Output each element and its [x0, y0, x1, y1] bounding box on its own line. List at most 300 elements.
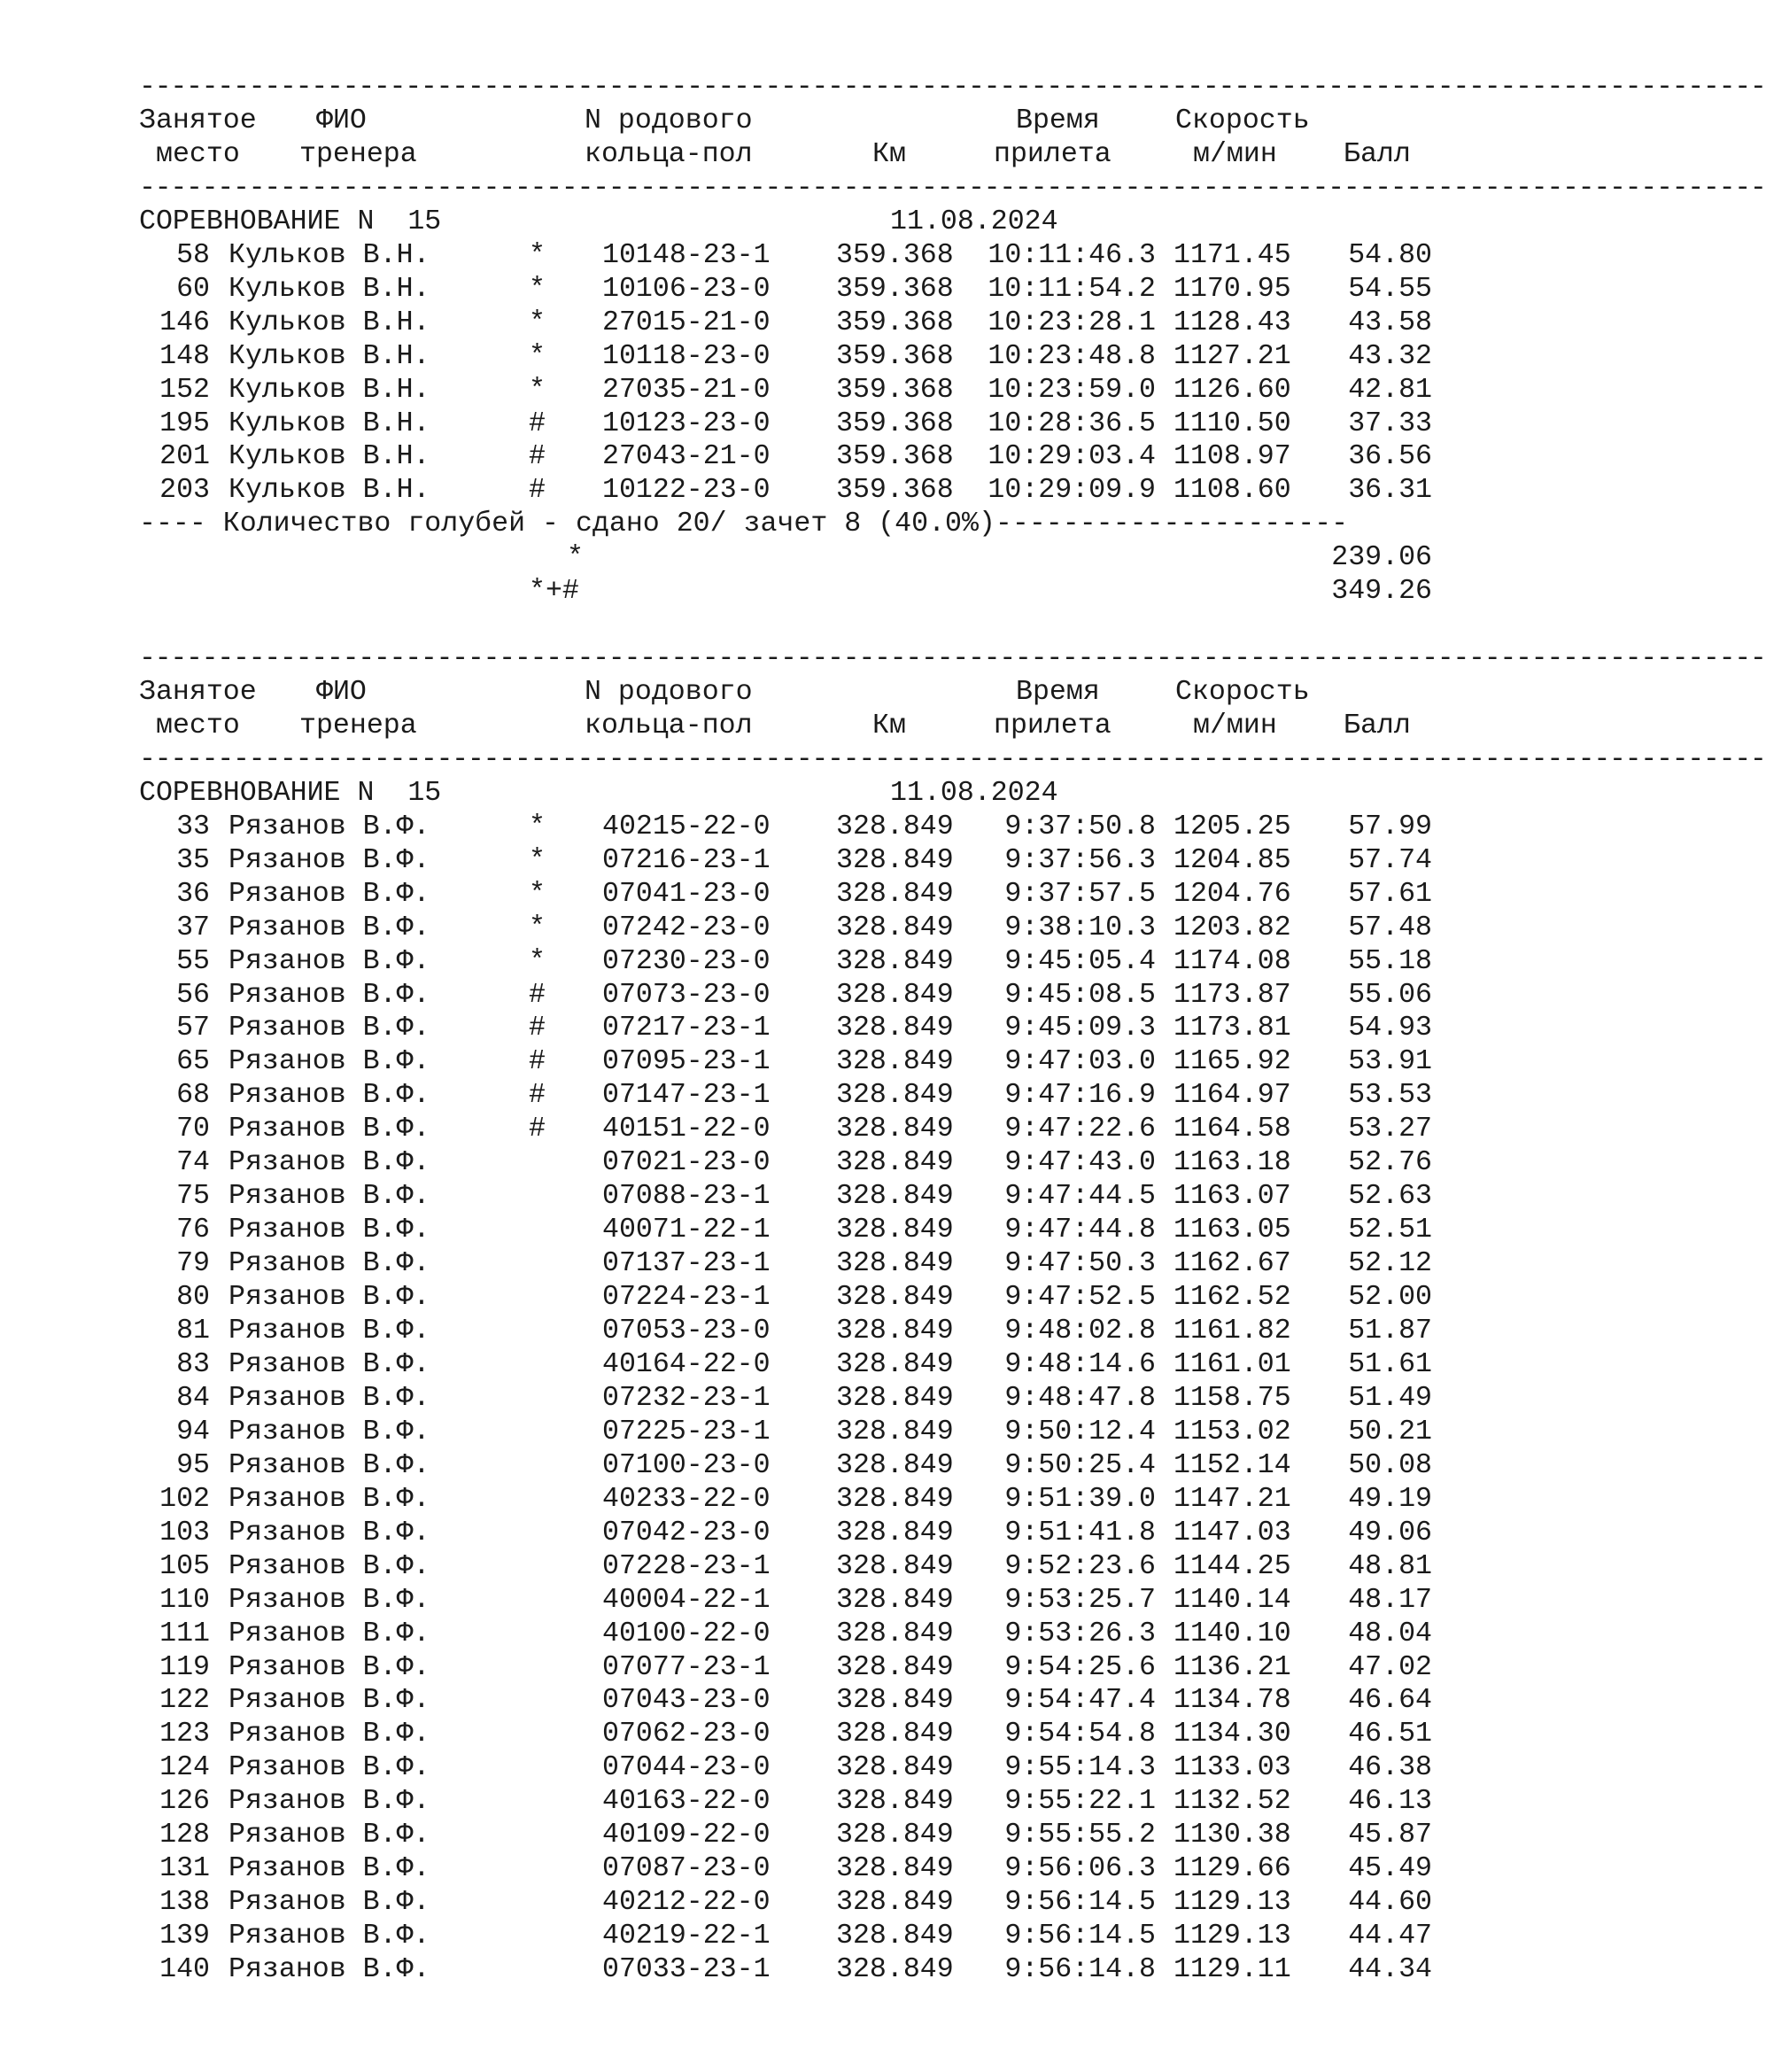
place-cell: 201: [159, 441, 210, 473]
speed-cell: 1161.01: [1173, 1348, 1291, 1380]
km-cell: 328.849: [836, 1214, 954, 1246]
ring-cell: 07073-23-0: [602, 979, 771, 1011]
table-row: [139, 945, 1432, 979]
km-cell: 328.849: [836, 1685, 954, 1717]
mark-cell: *: [529, 811, 546, 842]
trainer-cell: Рязанов В.Ф.: [228, 1853, 430, 1885]
trainer-cell: Рязанов В.Ф.: [228, 1820, 430, 1851]
speed-cell: 1129.66: [1173, 1853, 1291, 1885]
score-cell: 52.76: [1348, 1147, 1432, 1179]
col-time-label: прилета: [994, 138, 1111, 170]
time-cell: 9:45:09.3: [1004, 1013, 1156, 1044]
km-cell: 359.368: [836, 475, 954, 507]
competition-label: СОРЕВНОВАНИЕ N 15: [139, 777, 442, 809]
ring-cell: 40151-22-0: [602, 1114, 771, 1145]
separator-dashes: --------------------------------------------------------------------------------------------------------: [139, 72, 1766, 103]
place-cell: 83: [176, 1348, 210, 1380]
time-cell: 10:28:36.5: [988, 407, 1156, 439]
km-cell: 328.849: [836, 844, 954, 876]
trainer-cell: Рязанов В.Ф.: [228, 1584, 430, 1616]
speed-cell: 1158.75: [1173, 1382, 1291, 1414]
trainer-cell: Рязанов В.Ф.: [228, 1483, 430, 1515]
time-cell: 9:54:54.8: [1004, 1719, 1156, 1750]
mark-cell: #: [529, 979, 546, 1011]
table-row: [139, 1012, 1432, 1045]
mark-cell: *: [529, 340, 546, 372]
mark-cell: *: [529, 374, 546, 406]
trainer-cell: Рязанов В.Ф.: [228, 1786, 430, 1818]
col-fio-label: ФИО: [316, 105, 367, 136]
score-cell: 52.51: [1348, 1214, 1432, 1246]
ring-cell: 07044-23-0: [602, 1752, 771, 1784]
km-cell: 359.368: [836, 407, 954, 439]
speed-cell: 1161.82: [1173, 1315, 1291, 1346]
km-cell: 359.368: [836, 239, 954, 271]
place-cell: 57: [176, 1013, 210, 1044]
ring-cell: 40233-22-0: [602, 1483, 771, 1515]
km-cell: 328.849: [836, 1921, 954, 1952]
table-row: [139, 1113, 1432, 1146]
table-row: [139, 878, 1432, 912]
place-cell: 195: [159, 407, 210, 439]
place-cell: 70: [176, 1114, 210, 1145]
ring-cell: 10118-23-0: [602, 340, 771, 372]
score-cell: 43.58: [1348, 307, 1432, 338]
table-row: [139, 474, 1432, 508]
speed-cell: 1110.50: [1173, 407, 1291, 439]
score-cell: 43.32: [1348, 340, 1432, 372]
km-cell: 328.849: [836, 1080, 954, 1112]
speed-cell: 1163.18: [1173, 1147, 1291, 1179]
score-cell: 55.18: [1348, 945, 1432, 977]
speed-cell: 1164.58: [1173, 1114, 1291, 1145]
table-row: [139, 239, 1432, 273]
score-cell: 36.31: [1348, 475, 1432, 507]
km-cell: 328.849: [836, 1382, 954, 1414]
place-cell: 60: [176, 273, 210, 305]
speed-cell: 1129.11: [1173, 1954, 1291, 1986]
ring-cell: 40219-22-1: [602, 1921, 771, 1952]
separator-line: [139, 71, 1766, 105]
table-row: [139, 1852, 1432, 1886]
table-row: [139, 1953, 1432, 1987]
ring-cell: 07053-23-0: [602, 1315, 771, 1346]
time-cell: 9:47:50.3: [1004, 1248, 1156, 1280]
place-cell: 138: [159, 1887, 210, 1919]
place-cell: 152: [159, 374, 210, 406]
km-cell: 328.849: [836, 1282, 954, 1314]
competition-date: 11.08.2024: [890, 206, 1058, 237]
time-cell: 10:23:59.0: [988, 374, 1156, 406]
score-cell: 57.61: [1348, 878, 1432, 910]
time-cell: 9:55:22.1: [1004, 1786, 1156, 1818]
time-cell: 9:56:14.8: [1004, 1954, 1156, 1986]
place-cell: 74: [176, 1147, 210, 1179]
trainer-cell: Рязанов В.Ф.: [228, 1214, 430, 1246]
ring-cell: 07041-23-0: [602, 878, 771, 910]
place-cell: 76: [176, 1214, 210, 1246]
table-row: [139, 374, 1432, 407]
speed-cell: 1163.07: [1173, 1181, 1291, 1213]
speed-cell: 1134.30: [1173, 1719, 1291, 1750]
ring-cell: 07147-23-1: [602, 1080, 771, 1112]
km-cell: 359.368: [836, 441, 954, 473]
time-cell: 9:56:14.5: [1004, 1921, 1156, 1952]
time-cell: 9:47:44.8: [1004, 1214, 1156, 1246]
time-cell: 9:50:12.4: [1004, 1416, 1156, 1447]
time-cell: 9:52:23.6: [1004, 1550, 1156, 1582]
place-cell: 33: [176, 811, 210, 842]
ring-cell: 40004-22-1: [602, 1584, 771, 1616]
score-cell: 46.51: [1348, 1719, 1432, 1750]
score-cell: 48.17: [1348, 1584, 1432, 1616]
col-time-label: Время: [1016, 676, 1100, 708]
separator-dashes: --------------------------------------------------------------------------------------------------------: [139, 172, 1766, 204]
time-cell: 9:38:10.3: [1004, 912, 1156, 943]
trainer-cell: Кульков В.Н.: [228, 239, 430, 271]
ring-cell: 07043-23-0: [602, 1685, 771, 1717]
speed-cell: 1203.82: [1173, 912, 1291, 943]
trainer-cell: Кульков В.Н.: [228, 273, 430, 305]
place-cell: 65: [176, 1046, 210, 1078]
trainer-cell: Рязанов В.Ф.: [228, 1685, 430, 1717]
table-row: [139, 1550, 1432, 1584]
km-cell: 328.849: [836, 1517, 954, 1548]
ring-cell: 07228-23-1: [602, 1550, 771, 1582]
speed-cell: 1173.87: [1173, 979, 1291, 1011]
speed-cell: 1204.85: [1173, 844, 1291, 876]
km-cell: 328.849: [836, 1013, 954, 1044]
trainer-cell: Рязанов В.Ф.: [228, 1921, 430, 1952]
score-cell: 57.99: [1348, 811, 1432, 842]
ring-cell: 07242-23-0: [602, 912, 771, 943]
time-cell: 10:11:46.3: [988, 239, 1156, 271]
km-cell: 359.368: [836, 273, 954, 305]
trainer-cell: Рязанов В.Ф.: [228, 1181, 430, 1213]
km-cell: 359.368: [836, 340, 954, 372]
place-cell: 35: [176, 844, 210, 876]
score-cell: 55.06: [1348, 979, 1432, 1011]
table-row: [139, 407, 1432, 441]
table-row: [139, 440, 1432, 474]
km-cell: 328.849: [836, 811, 954, 842]
table-row: [139, 1079, 1432, 1113]
place-cell: 37: [176, 912, 210, 943]
km-cell: 328.849: [836, 1820, 954, 1851]
speed-cell: 1205.25: [1173, 811, 1291, 842]
total-row: [139, 575, 1432, 609]
ring-cell: 07077-23-1: [602, 1651, 771, 1683]
score-cell: 49.19: [1348, 1483, 1432, 1515]
table-row: [139, 811, 1432, 844]
time-cell: 9:50:25.4: [1004, 1449, 1156, 1481]
ring-cell: 07088-23-1: [602, 1181, 771, 1213]
km-cell: 328.849: [836, 1651, 954, 1683]
place-cell: 111: [159, 1618, 210, 1649]
competition-label: СОРЕВНОВАНИЕ N 15: [139, 206, 442, 237]
col-time-label: прилета: [994, 710, 1111, 741]
time-cell: 9:47:52.5: [1004, 1282, 1156, 1314]
score-cell: 48.04: [1348, 1618, 1432, 1649]
score-cell: 46.13: [1348, 1786, 1432, 1818]
table-row: [139, 1382, 1432, 1416]
place-cell: 105: [159, 1550, 210, 1582]
time-cell: 10:29:03.4: [988, 441, 1156, 473]
time-cell: 9:47:16.9: [1004, 1080, 1156, 1112]
table-row: [139, 1618, 1432, 1651]
ring-cell: 40100-22-0: [602, 1618, 771, 1649]
trainer-cell: Кульков В.Н.: [228, 307, 430, 338]
competition-row: [139, 206, 1432, 239]
mark-cell: *: [529, 307, 546, 338]
time-cell: 9:47:22.6: [1004, 1114, 1156, 1145]
time-cell: 9:51:39.0: [1004, 1483, 1156, 1515]
km-cell: 328.849: [836, 979, 954, 1011]
place-cell: 84: [176, 1382, 210, 1414]
score-cell: 36.56: [1348, 441, 1432, 473]
score-cell: 53.53: [1348, 1080, 1432, 1112]
mark-cell: #: [529, 1046, 546, 1078]
col-place-label: Занятое: [139, 105, 257, 136]
ring-cell: 10148-23-1: [602, 239, 771, 271]
speed-cell: 1163.05: [1173, 1214, 1291, 1246]
place-cell: 140: [159, 1954, 210, 1986]
mark-cell: *: [529, 878, 546, 910]
time-cell: 9:37:57.5: [1004, 878, 1156, 910]
score-cell: 42.81: [1348, 374, 1432, 406]
trainer-cell: Кульков В.Н.: [228, 441, 430, 473]
ring-cell: 07217-23-1: [602, 1013, 771, 1044]
time-cell: 9:48:02.8: [1004, 1315, 1156, 1346]
total-value: 239.06: [1331, 542, 1432, 574]
score-cell: 48.81: [1348, 1550, 1432, 1582]
score-cell: 57.74: [1348, 844, 1432, 876]
column-header-row-2: [139, 138, 1432, 172]
time-cell: 9:55:14.3: [1004, 1752, 1156, 1784]
time-cell: 9:47:44.5: [1004, 1181, 1156, 1213]
trainer-cell: Рязанов В.Ф.: [228, 1517, 430, 1548]
score-cell: 52.12: [1348, 1248, 1432, 1280]
table-row: [139, 1180, 1432, 1214]
trainer-cell: Рязанов В.Ф.: [228, 1348, 430, 1380]
time-cell: 9:51:41.8: [1004, 1517, 1156, 1548]
separator-line: [139, 743, 1766, 777]
place-cell: 203: [159, 475, 210, 507]
separator-line: [139, 642, 1766, 676]
km-cell: 328.849: [836, 1114, 954, 1145]
speed-cell: 1140.10: [1173, 1618, 1291, 1649]
km-cell: 328.849: [836, 878, 954, 910]
score-cell: 52.63: [1348, 1181, 1432, 1213]
col-speed-label: м/мин: [1193, 138, 1277, 170]
speed-cell: 1144.25: [1173, 1550, 1291, 1582]
place-cell: 126: [159, 1786, 210, 1818]
trainer-cell: Кульков В.Н.: [228, 340, 430, 372]
trainer-cell: Рязанов В.Ф.: [228, 1449, 430, 1481]
ring-cell: 10122-23-0: [602, 475, 771, 507]
km-cell: 359.368: [836, 374, 954, 406]
table-row: [139, 1819, 1432, 1852]
km-cell: 328.849: [836, 1449, 954, 1481]
mark-cell: *: [529, 273, 546, 305]
score-cell: 53.27: [1348, 1114, 1432, 1145]
table-row: [139, 844, 1432, 878]
speed-cell: 1170.95: [1173, 273, 1291, 305]
km-cell: 328.849: [836, 1483, 954, 1515]
ring-cell: 27015-21-0: [602, 307, 771, 338]
score-cell: 51.49: [1348, 1382, 1432, 1414]
speed-cell: 1129.13: [1173, 1887, 1291, 1919]
table-row: [139, 1886, 1432, 1920]
time-cell: 10:29:09.9: [988, 475, 1156, 507]
col-ring-label: кольца-пол: [585, 710, 753, 741]
trainer-cell: Рязанов В.Ф.: [228, 1147, 430, 1179]
score-cell: 54.80: [1348, 239, 1432, 271]
ring-cell: 07062-23-0: [602, 1719, 771, 1750]
place-cell: 122: [159, 1685, 210, 1717]
mark-cell: #: [529, 1114, 546, 1145]
col-score-label: Балл: [1344, 138, 1411, 170]
speed-cell: 1147.03: [1173, 1517, 1291, 1548]
speed-cell: 1108.97: [1173, 441, 1291, 473]
ring-cell: 40109-22-0: [602, 1820, 771, 1851]
column-header-row-1: [139, 676, 1432, 710]
ring-cell: 10106-23-0: [602, 273, 771, 305]
time-cell: 9:47:03.0: [1004, 1046, 1156, 1078]
ring-cell: 10123-23-0: [602, 407, 771, 439]
total-label: *: [567, 542, 584, 574]
trainer-cell: Рязанов В.Ф.: [228, 878, 430, 910]
col-place-label: место: [156, 710, 240, 741]
ring-cell: 07137-23-1: [602, 1248, 771, 1280]
competition-date: 11.08.2024: [890, 777, 1058, 809]
table-row: [139, 1718, 1432, 1751]
km-cell: 328.849: [836, 1719, 954, 1750]
ring-cell: 40071-22-1: [602, 1214, 771, 1246]
mark-cell: #: [529, 1080, 546, 1112]
place-cell: 81: [176, 1315, 210, 1346]
speed-cell: 1171.45: [1173, 239, 1291, 271]
trainer-cell: Рязанов В.Ф.: [228, 1719, 430, 1750]
table-row: [139, 1517, 1432, 1550]
col-km-label: Км: [872, 710, 906, 741]
ring-cell: 40163-22-0: [602, 1786, 771, 1818]
table-row: [139, 1920, 1432, 1953]
speed-cell: 1128.43: [1173, 307, 1291, 338]
place-cell: 124: [159, 1752, 210, 1784]
trainer-cell: Рязанов В.Ф.: [228, 1248, 430, 1280]
km-cell: 328.849: [836, 1786, 954, 1818]
place-cell: 128: [159, 1820, 210, 1851]
km-cell: 328.849: [836, 1046, 954, 1078]
ring-cell: 07021-23-0: [602, 1147, 771, 1179]
score-cell: 52.00: [1348, 1282, 1432, 1314]
table-row: [139, 1785, 1432, 1819]
table-row: [139, 1045, 1432, 1079]
score-cell: 37.33: [1348, 407, 1432, 439]
mark-cell: #: [529, 441, 546, 473]
trainer-cell: Рязанов В.Ф.: [228, 1416, 430, 1447]
ring-cell: 40164-22-0: [602, 1348, 771, 1380]
place-cell: 36: [176, 878, 210, 910]
table-row: [139, 1247, 1432, 1281]
km-cell: 328.849: [836, 1181, 954, 1213]
mark-cell: *: [529, 239, 546, 271]
mark-cell: *: [529, 945, 546, 977]
col-speed-label: Скорость: [1175, 676, 1310, 708]
ring-cell: 07042-23-0: [602, 1517, 771, 1548]
trainer-cell: Рязанов В.Ф.: [228, 1954, 430, 1986]
km-cell: 328.849: [836, 1584, 954, 1616]
ring-cell: 07216-23-1: [602, 844, 771, 876]
ring-cell: 07232-23-1: [602, 1382, 771, 1414]
trainer-cell: Рязанов В.Ф.: [228, 945, 430, 977]
mark-cell: #: [529, 1013, 546, 1044]
summary-row: [139, 508, 1432, 541]
time-cell: 9:48:14.6: [1004, 1348, 1156, 1380]
speed-cell: 1127.21: [1173, 340, 1291, 372]
score-cell: 45.49: [1348, 1853, 1432, 1885]
ring-cell: 07225-23-1: [602, 1416, 771, 1447]
speed-cell: 1204.76: [1173, 878, 1291, 910]
score-cell: 45.87: [1348, 1820, 1432, 1851]
trainer-cell: Рязанов В.Ф.: [228, 1046, 430, 1078]
place-cell: 119: [159, 1651, 210, 1683]
score-cell: 50.08: [1348, 1449, 1432, 1481]
km-cell: 328.849: [836, 912, 954, 943]
ring-cell: 40212-22-0: [602, 1887, 771, 1919]
col-km-label: Км: [872, 138, 906, 170]
time-cell: 9:54:47.4: [1004, 1685, 1156, 1717]
km-cell: 328.849: [836, 1315, 954, 1346]
score-cell: 54.93: [1348, 1013, 1432, 1044]
score-cell: 46.64: [1348, 1685, 1432, 1717]
place-cell: 56: [176, 979, 210, 1011]
ring-cell: 07100-23-0: [602, 1449, 771, 1481]
speed-cell: 1152.14: [1173, 1449, 1291, 1481]
place-cell: 102: [159, 1483, 210, 1515]
km-cell: 328.849: [836, 945, 954, 977]
trainer-cell: Кульков В.Н.: [228, 407, 430, 439]
time-cell: 10:23:48.8: [988, 340, 1156, 372]
trainer-cell: Рязанов В.Ф.: [228, 1382, 430, 1414]
total-row: [139, 541, 1432, 575]
separator-dashes: --------------------------------------------------------------------------------------------------------: [139, 643, 1766, 674]
table-row: [139, 1146, 1432, 1180]
table-row: [139, 1584, 1432, 1618]
score-cell: 53.91: [1348, 1046, 1432, 1078]
time-cell: 9:56:06.3: [1004, 1853, 1156, 1885]
score-cell: 50.21: [1348, 1416, 1432, 1447]
place-cell: 131: [159, 1853, 210, 1885]
place-cell: 94: [176, 1416, 210, 1447]
km-cell: 328.849: [836, 1416, 954, 1447]
speed-cell: 1133.03: [1173, 1752, 1291, 1784]
ring-cell: 27035-21-0: [602, 374, 771, 406]
trainer-cell: Рязанов В.Ф.: [228, 1282, 430, 1314]
score-cell: 46.38: [1348, 1752, 1432, 1784]
place-cell: 80: [176, 1282, 210, 1314]
separator-dashes: --------------------------------------------------------------------------------------------------------: [139, 743, 1766, 775]
speed-cell: 1174.08: [1173, 945, 1291, 977]
speed-cell: 1108.60: [1173, 475, 1291, 507]
place-cell: 110: [159, 1584, 210, 1616]
total-value: 349.26: [1331, 576, 1432, 608]
km-cell: 328.849: [836, 1752, 954, 1784]
col-fio-label: ФИО: [316, 676, 367, 708]
trainer-cell: Рязанов В.Ф.: [228, 1651, 430, 1683]
time-cell: 9:55:55.2: [1004, 1820, 1156, 1851]
